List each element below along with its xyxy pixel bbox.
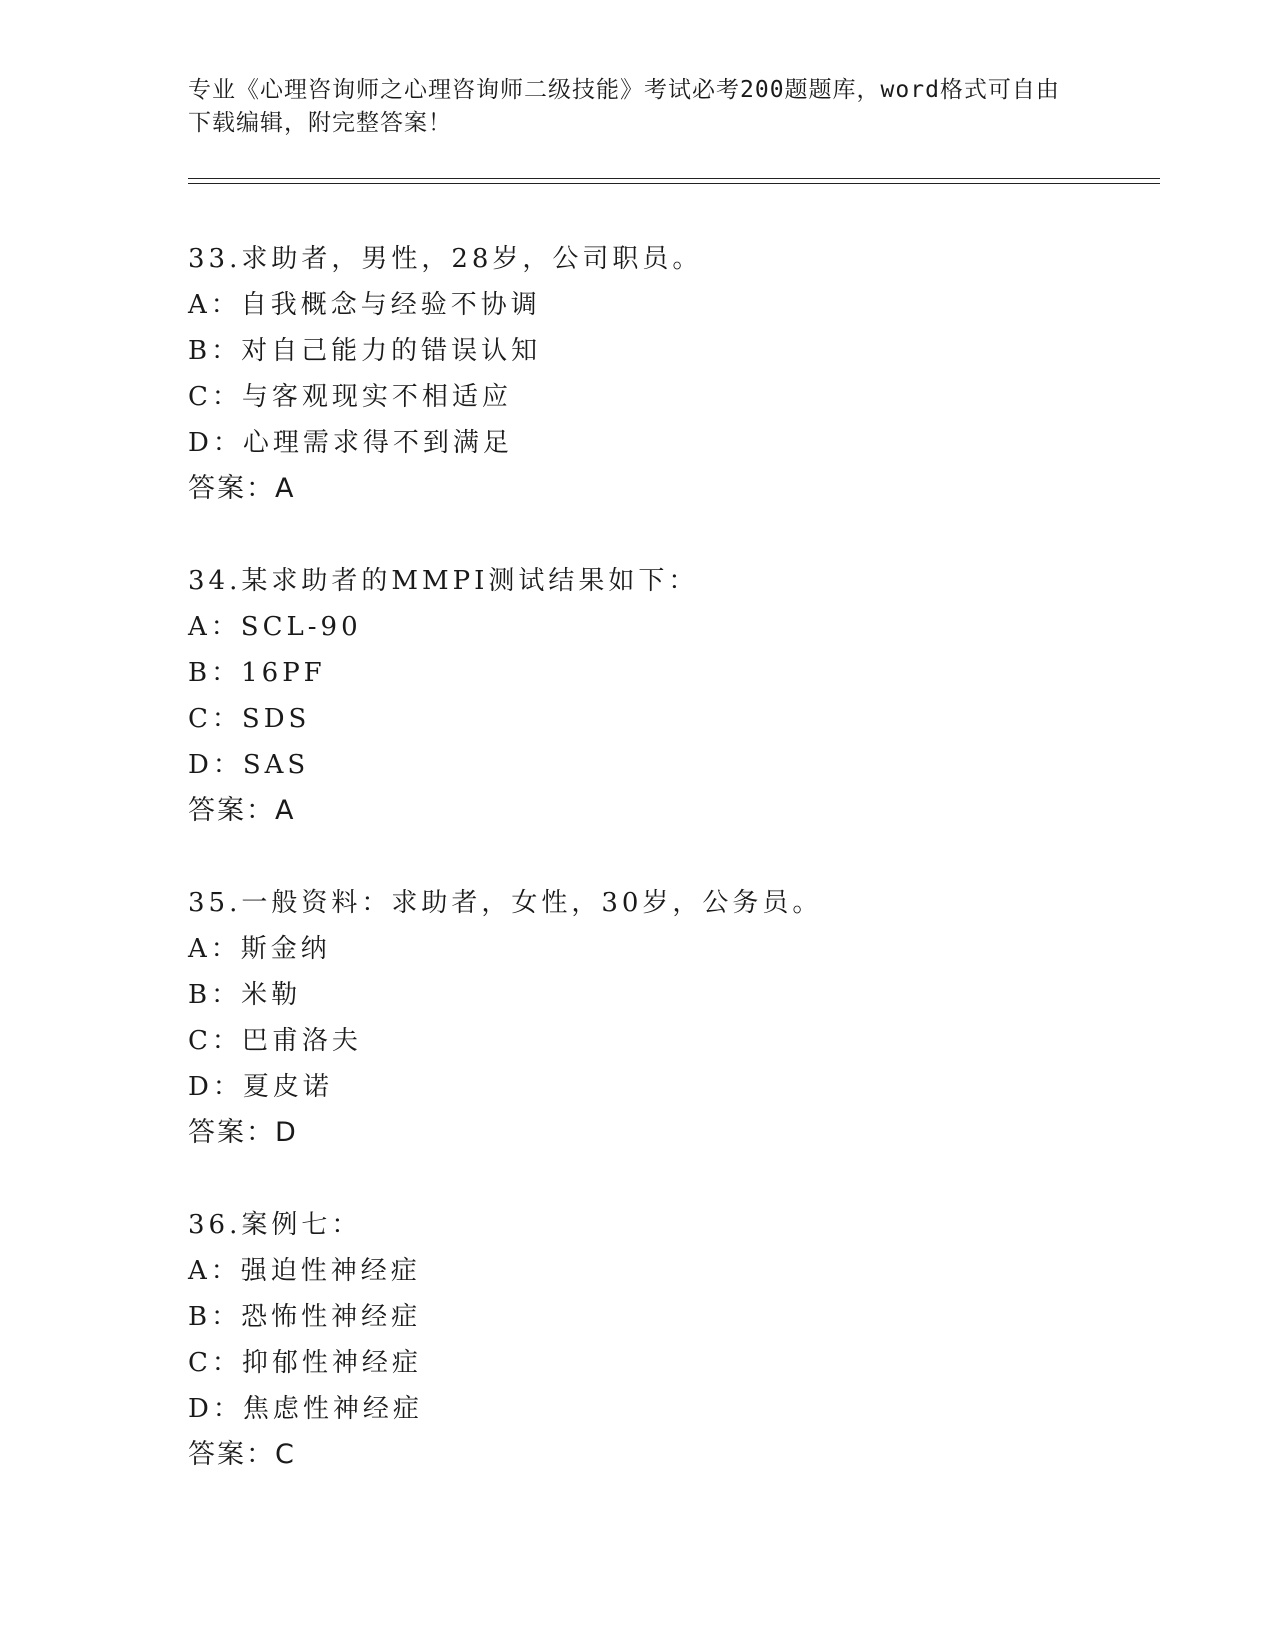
option-d: D：焦虑性神经症 xyxy=(188,1394,423,1424)
option-d: D：心理需求得不到满足 xyxy=(188,428,513,458)
question-block xyxy=(188,880,822,1156)
option-b: B：米勒 xyxy=(188,980,302,1010)
option-c: C：与客观现实不相适应 xyxy=(188,382,512,412)
header-divider-top xyxy=(188,178,1160,179)
option-a: A：SCL-90 xyxy=(188,612,362,642)
question-block xyxy=(188,558,698,834)
answer-line: 答案：A xyxy=(188,795,296,826)
option-d: D：SAS xyxy=(188,750,310,780)
option-b: B：16PF xyxy=(188,658,326,688)
answer-line: 答案：A xyxy=(188,473,296,504)
document-intro: 专业《心理咨询师之心理咨询师二级技能》考试必考200题题库，word格式可自由下载编辑，附完整答案！ xyxy=(188,77,1060,136)
question-stem: 34.某求助者的MMPI测试结果如下： xyxy=(188,566,699,596)
option-c: C：SDS xyxy=(188,704,311,734)
answer-line: 答案：C xyxy=(188,1439,296,1470)
option-a: A：斯金纳 xyxy=(188,934,331,964)
question-block xyxy=(188,236,702,512)
answer-line: 答案：D xyxy=(188,1117,298,1148)
option-c: C：抑郁性神经症 xyxy=(188,1348,422,1378)
option-a: A：强迫性神经症 xyxy=(188,1256,421,1286)
question-stem: 33.求助者，男性，28岁，公司职员。 xyxy=(188,244,703,274)
question-stem: 36.案例七： xyxy=(188,1210,362,1240)
option-b: B：恐怖性神经症 xyxy=(188,1302,422,1332)
option-b: B：对自己能力的错误认知 xyxy=(188,336,542,366)
question-stem: 35.一般资料：求助者，女性，30岁，公务员。 xyxy=(188,888,823,918)
header-divider-bottom xyxy=(188,183,1160,184)
option-c: C：巴甫洛夫 xyxy=(188,1026,362,1056)
question-block xyxy=(188,1202,423,1478)
option-d: D：夏皮诺 xyxy=(188,1072,333,1102)
option-a: A：自我概念与经验不协调 xyxy=(188,290,541,320)
